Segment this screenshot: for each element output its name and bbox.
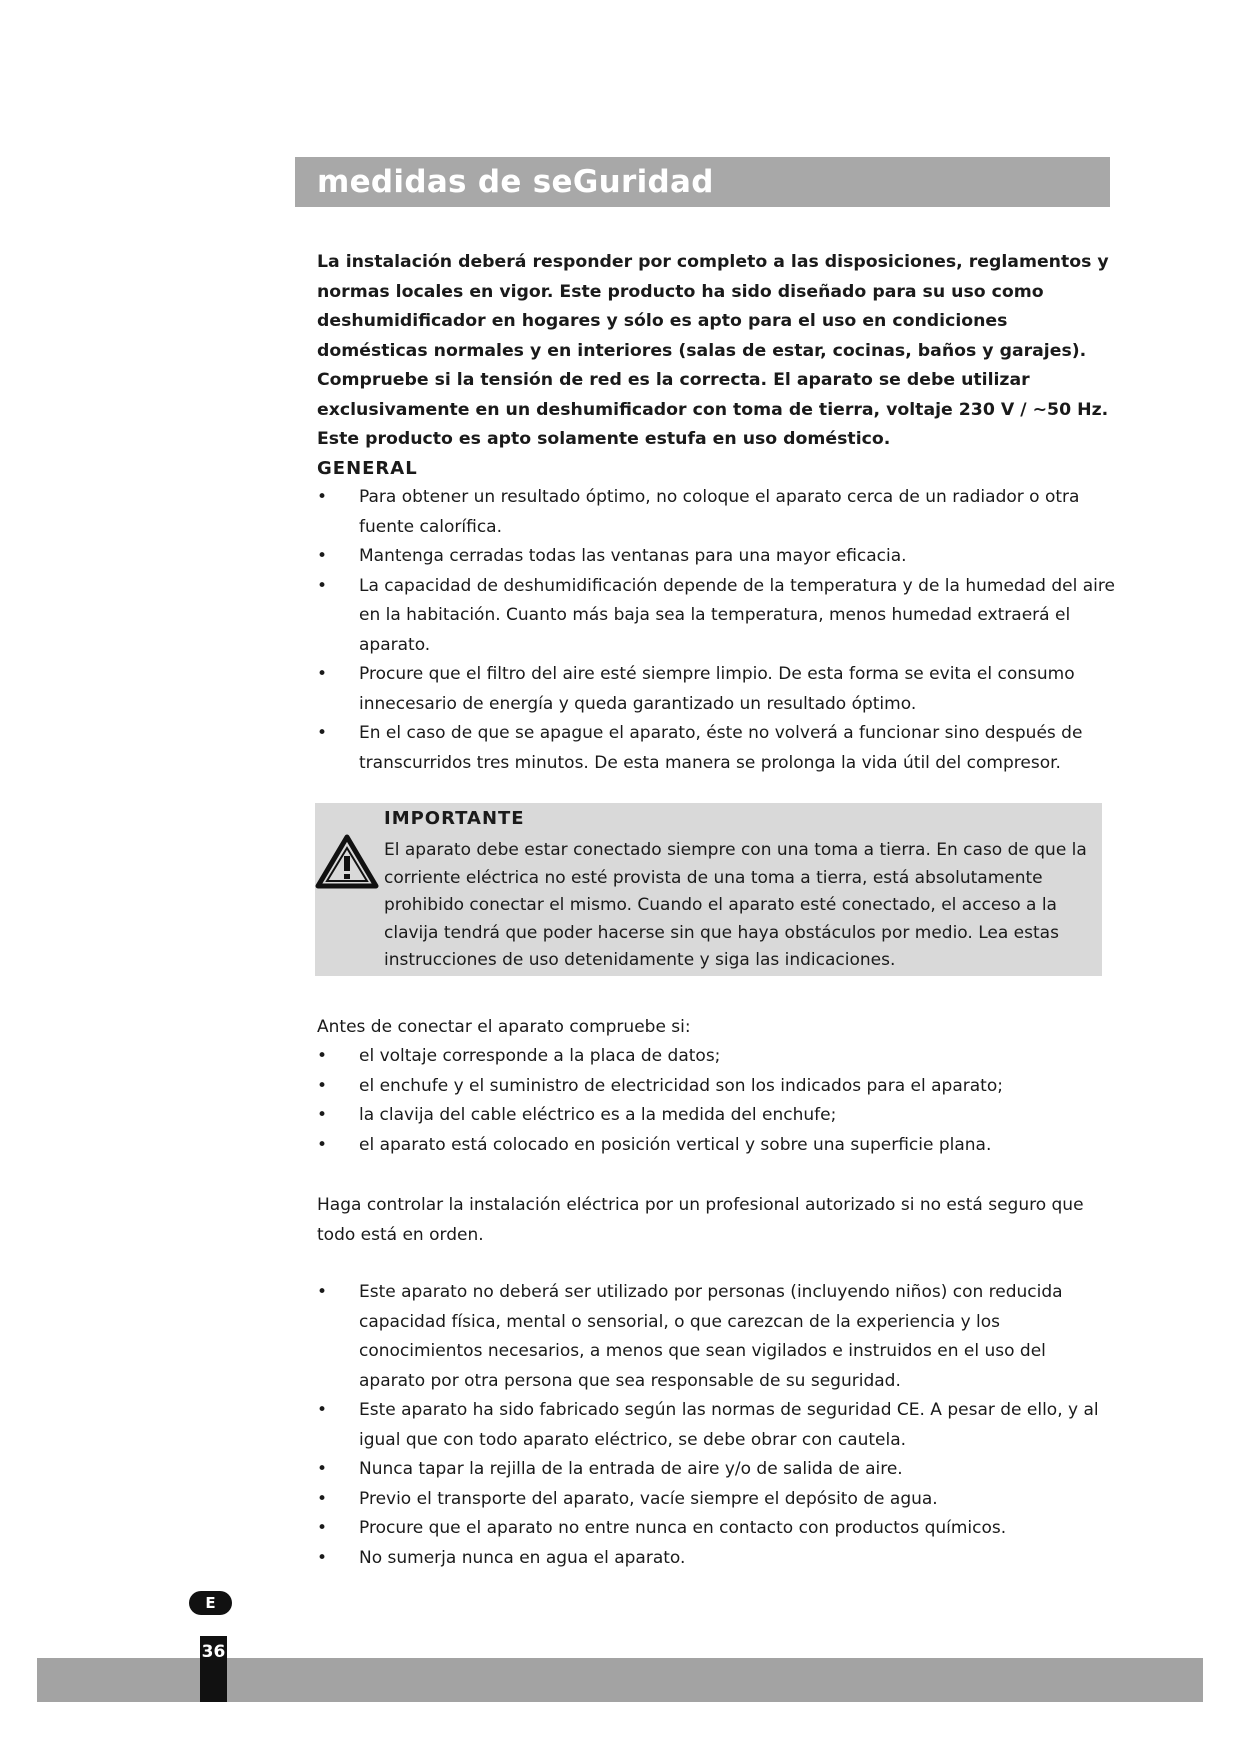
list-item-text: Este aparato ha sido fabricado según las normas de seguridad CE. A pesar de ello, y al igual que con todo aparato eléctrico, se debe obrar con cautela.: [359, 1400, 1099, 1450]
list-item-text: En el caso de que se apague el aparato, éste no volverá a funcionar sino después de transcurridos tres minutos. De esta manera se prolonga la vida útil del compresor.: [359, 723, 1083, 773]
warning-triangle-icon: [315, 833, 379, 889]
list-item: [317, 483, 1117, 542]
list-item-text: Procure que el filtro del aire esté siempre limpio. De esta forma se evita el consumo innecesario de energía y queda garantizado un resultado óptimo.: [359, 664, 1075, 714]
control-note: Haga controlar la instalación eléctrica por un profesional autorizado si no está seguro que todo está en orden.: [317, 1195, 1084, 1245]
list-item-text: el enchufe y el suministro de electricidad son los indicados para el aparato;: [359, 1075, 1003, 1096]
list-item-text: Mantenga cerradas todas las ventanas para una mayor eficacia.: [359, 546, 907, 566]
page-title: medidas de seGuridad: [317, 164, 714, 200]
page-number: 36: [200, 1636, 227, 1702]
list-item: [317, 1278, 1117, 1396]
general-heading: GENERAL: [317, 458, 418, 479]
bullet-icon: •: [317, 1400, 328, 1420]
bullet-icon: •: [317, 575, 328, 596]
bullet-icon: •: [317, 1282, 328, 1302]
bullet-icon: •: [317, 1518, 328, 1538]
bullet-icon: •: [317, 546, 328, 566]
list-item-text: Nunca tapar la rejilla de la entrada de aire y/o de salida de aire.: [359, 1459, 903, 1479]
list-item-text: la clavija del cable eléctrico es a la medida del enchufe;: [359, 1105, 837, 1125]
list-item: [317, 1485, 1117, 1515]
list-item: [317, 660, 1117, 719]
list-item-text: Previo el transporte del aparato, vacíe siempre el depósito de agua.: [359, 1488, 938, 1509]
list-item: [317, 1396, 1117, 1455]
final-safety-list: [317, 1278, 1117, 1573]
bullet-icon: •: [317, 1134, 328, 1155]
list-item: [317, 542, 1117, 572]
bullet-icon: •: [317, 723, 328, 743]
list-item: [317, 1514, 1117, 1544]
list-item-text: el voltaje corresponde a la placa de datos;: [359, 1046, 721, 1066]
list-item: [317, 719, 1117, 778]
bullet-icon: •: [317, 1105, 328, 1125]
section-title-bar: [295, 157, 1110, 207]
list-item: [317, 1131, 1117, 1161]
intro-paragraph: La instalación deberá responder por completo a las disposiciones, reglamentos y normas locales en vigor. Este producto ha sido diseñado para su uso como deshumidificador en hogares y sólo es apto para el uso en condiciones domésticas normales y en interiores (salas de estar, cocinas, baños y garajes). Compruebe si la tensión de red es la correcta. El aparato se debe utilizar exclusivamente en un deshumificador con toma de tierra, voltaje 230 V / ~50 Hz. Este producto es apto solamente estufa en uso doméstico.: [317, 252, 1109, 449]
list-item-text: el aparato está colocado en posición vertical y sobre una superficie plana.: [359, 1134, 992, 1155]
bullet-icon: •: [317, 1547, 328, 1568]
bullet-icon: •: [317, 1459, 328, 1479]
bullet-icon: •: [317, 1075, 328, 1096]
bullet-icon: •: [317, 1046, 328, 1066]
list-item: [317, 1544, 1117, 1574]
bullet-icon: •: [317, 664, 328, 684]
list-item: [317, 1101, 1117, 1131]
important-body: El aparato debe estar conectado siempre con una toma a tierra. En caso de que la corriente eléctrica no esté provista de una toma a tierra, está absolutamente prohibido conectar el mismo. Cuando el aparato esté conectado, el acceso a la clavija tendrá que poder hacerse sin que haya obstáculos por medio. Lea estas instrucciones de uso detenidamente y siga las indicaciones.: [384, 840, 1087, 970]
list-item-text: Este aparato no deberá ser utilizado por personas (incluyendo niños) con reducida capacidad física, mental o sensorial, o que carezcan de la experiencia y los conocimientos necesarios, a menos que sean vigilados e instruidos en el uso del aparato por otra persona que sea responsable de su seguridad.: [359, 1282, 1063, 1391]
list-item: [317, 1042, 1117, 1072]
bullet-icon: •: [317, 487, 328, 507]
list-item-text: No sumerja nunca en agua el aparato.: [359, 1547, 686, 1568]
language-badge: E: [189, 1591, 232, 1615]
list-item: [317, 1455, 1117, 1485]
bullet-icon: •: [317, 1488, 328, 1509]
important-heading: IMPORTANTE: [384, 808, 525, 829]
checks-intro: Antes de conectar el aparato compruebe si:: [317, 1017, 691, 1037]
list-item-text: Para obtener un resultado óptimo, no coloque el aparato cerca de un radiador o otra fuente calorífica.: [359, 487, 1080, 537]
checks-list: [317, 1042, 1117, 1160]
list-item: [317, 1072, 1117, 1102]
general-list: [317, 483, 1117, 778]
list-item-text: La capacidad de deshumidificación depende de la temperatura y de la humedad del aire en la habitación. Cuanto más baja sea la temperatura, menos humedad extraerá el aparato.: [359, 575, 1115, 655]
list-item: [317, 572, 1117, 661]
list-item-text: Procure que el aparato no entre nunca en contacto con productos químicos.: [359, 1518, 1007, 1538]
important-notice-box: [315, 803, 1102, 976]
